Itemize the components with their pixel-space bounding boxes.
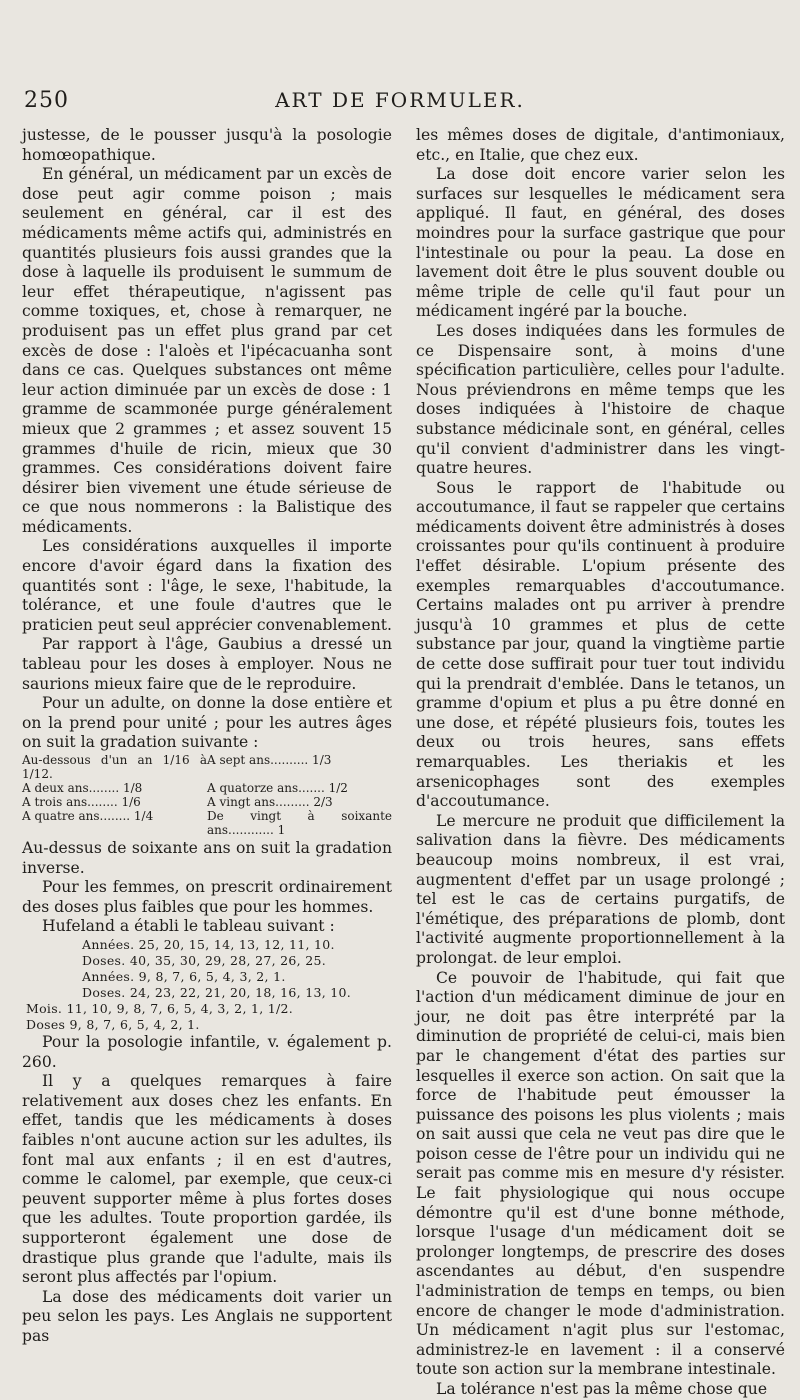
- paragraph: La dose doit encore varier selon les surfaces sur lesquelles le médicament sera appliqué. Il faut, en général, des doses moindres pour la surface gastrique que pour l'intestinale ou pour la peau. La dose en lavement doit être le plus souvent double ou même triple de celle qu'il faut pour un médicament ingéré par la bouche.: [416, 165, 785, 321]
- paragraph: La tolérance n'est pas la même chose que: [436, 1380, 768, 1398]
- paragraph: les mêmes doses de digitale, d'antimoniaux, etc., en Italie, que chez eux.: [416, 126, 785, 164]
- paragraph: Par rapport à l'âge, Gaubius a dressé un tableau pour les doses à employer. Nous ne saurions mieux faire que de le reproduire.: [22, 635, 392, 693]
- left-column: [22, 126, 392, 1346]
- paragraph: Le mercure ne produit que difficilement la salivation dans la fièvre. Des médicaments beaucoup moins nombreux, il est vrai, augmentent d'effet par un usage prolongé ; tel est le cas de certains purgatifs, de l'émétique, des préparations de plomb, dont l'activité augmente proportionnellement à la prolongat. de leur emploi.: [416, 811, 785, 967]
- running-title: ART DE FORMULER.: [275, 88, 525, 112]
- paragraph: Les doses indiquées dans les formules de ce Dispensaire sont, à moins d'une spécification particulière, celles pour l'adulte. Nous préviendrons en même temps que les doses indiquées à l'histoire de chaque substance médicinale sont, en général, celles qu'il convient d'administrer dans les vingt-quatre heures.: [416, 321, 785, 478]
- gaubius-cell: A quatre ans........ 1/4: [22, 809, 154, 823]
- gaubius-cell: A vingt ans......... 2/3: [207, 795, 333, 809]
- hufeland-row: Années. 9, 8, 7, 6, 5, 4, 3, 2, 1.: [82, 968, 286, 984]
- page-number: 250: [24, 88, 69, 113]
- paragraph: Les considérations auxquelles il importe encore d'avoir égard dans la fixation des quantités sont : l'âge, le sexe, l'habitude, la tolérance, et une foule d'autres que le praticien peut seul apprécier convenablement.: [22, 537, 392, 634]
- paragraph: La dose des médicaments doit varier un peu selon les pays. Les Anglais ne supportent pas: [22, 1287, 392, 1345]
- gaubius-cell: Au-dessous d'un an 1/16 à 1/12.: [22, 753, 207, 781]
- right-column: [416, 126, 785, 1400]
- gaubius-cell: A trois ans........ 1/6: [22, 795, 141, 809]
- page-header: [0, 88, 800, 118]
- paragraph: justesse, de le pousser jusqu'à la posologie homœopathique.: [22, 126, 392, 164]
- hufeland-row: Années. 25, 20, 15, 14, 13, 12, 11, 10.: [82, 936, 335, 952]
- gaubius-cell: De vingt à soixante ans............ 1: [207, 809, 392, 837]
- hufeland-row: Doses 9, 8, 7, 6, 5, 4, 2, 1.: [26, 1016, 200, 1032]
- gaubius-dose-table: [22, 753, 392, 837]
- paragraph: Au-dessus de soixante ans on suit la gradation inverse.: [22, 839, 392, 877]
- paragraph: Hufeland a établi le tableau suivant :: [42, 917, 335, 936]
- paragraph: Ce pouvoir de l'habitude, qui fait que l'action d'un médicament diminue de jour en jour, ne doit pas être interprété par la diminution de propriété de celui-ci, mais bien par le changement d'état des parties sur lesquelles il exerce son action. On sait que la force de l'habitude peut émousser la puissance des poisons les plus violents ; mais on sait aussi que cela ne veut pas dire que le poison cesse de l'être pour un individu qui ne serait pas comme mis en mesure d'y résister. Le fait physiologique qui nous occupe démontre qu'il est d'une bonne méthode, lorsque l'usage d'un médicament doit se prolonger longtemps, de prescrire des doses ascendantes au début, d'en suspendre l'administration de temps en temps, ou bien encore de changer le mode d'administration. Un médicament n'agit plus sur l'estomac, administrez-le en lavement : il a conservé toute son action sur la membrane intestinale.: [416, 968, 785, 1379]
- paragraph: Pour un adulte, on donne la dose entière et on la prend pour unité ; pour les autres âges on suit la gradation suivante :: [22, 694, 392, 752]
- hufeland-row: Mois. 11, 10, 9, 8, 7, 6, 5, 4, 3, 2, 1, 1/2.: [26, 1000, 294, 1016]
- hufeland-table: [22, 937, 392, 1033]
- hufeland-row: Doses. 40, 35, 30, 29, 28, 27, 26, 25.: [82, 952, 326, 968]
- paragraph: Il y a quelques remarques à faire relativement aux doses chez les enfants. En effet, tandis que les médicaments à doses faibles n'ont aucune action sur les adultes, ils font mal aux enfants ; il en est d'autres, comme le calomel, par exemple, que ceux-ci peuvent supporter même à plus fortes doses que les adultes. Toute proportion gardée, ils supporteront également une dose de drastique plus grande que l'adulte, mais ils seront plus affectés par l'opium.: [22, 1072, 392, 1287]
- gaubius-cell: A sept ans.......... 1/3: [207, 753, 332, 767]
- gaubius-cell: A quatorze ans....... 1/2: [207, 781, 348, 795]
- paragraph: Pour la posologie infantile, v. également p. 260.: [22, 1032, 392, 1071]
- paragraph: Pour les femmes, on prescrit ordinairement des doses plus faibles que pour les hommes.: [22, 878, 392, 916]
- paragraph: En général, un médicament par un excès de dose peut agir comme poison ; mais seulement en général, car il est des médicaments même actifs qui, administrés en quantités plusieurs fois aussi grandes que la dose à laquelle ils produisent le summum de leur effet thérapeutique, n'agissent pas comme toxiques, et, chose à remarquer, ne produisent pas un effet plus grand par cet excès de dose : l'aloès et l'ipécacuanha sont dans ce cas. Quelques substances ont même leur action diminuée par un excès de dose : 1 gramme de scammonée purge généralement mieux que 2 grammes ; et assez souvent 15 grammes d'huile de ricin, mieux que 30 grammes. Ces considérations doivent faire désirer bien vivement une étude sérieuse de ce que nous nommerons : la Balistique des médicaments.: [22, 165, 392, 536]
- paragraph: Sous le rapport de l'habitude ou accoutumance, il faut se rappeler que certains médicaments doivent être administrés à doses croissantes pour qu'ils continuent à produire l'effet désirable. L'opium présente des exemples remarquables d'accoutumance. Certains malades ont pu arriver à prendre jusqu'à 10 grammes et plus de cette substance par jour, quand la vingtième partie de cette dose suffirait pour tuer tout individu qui la prendrait d'emblée. Dans le tetanos, un gramme d'opium et plus a pu être donné en une dose, et répété plusieurs fois, toutes les deux ou trois heures, sans effets remarquables. Les theriakis et les arsenicophages sont des exemples d'accoutumance.: [416, 478, 785, 811]
- hufeland-row: Doses. 24, 23, 22, 21, 20, 18, 16, 13, 10.: [82, 984, 352, 1000]
- gaubius-cell: A deux ans........ 1/8: [22, 781, 143, 795]
